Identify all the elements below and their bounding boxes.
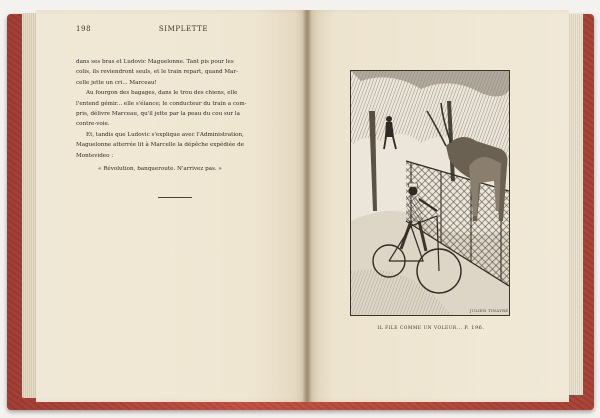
artist-signature: JULIEN TINAYRE	[470, 308, 509, 313]
engraving-illustration	[350, 70, 510, 316]
text-line: celle jette un cri... Marceau!	[76, 79, 157, 86]
text-line: Et, tandis que Ludovic s'explique avec l'Administration,	[86, 131, 244, 138]
illustration-caption	[352, 325, 510, 331]
running-title: SIMPLETTE	[158, 25, 209, 33]
running-head	[76, 25, 291, 37]
chapter-end-rule	[158, 197, 192, 198]
text-line: Au fourgon des bagages, dans le trou des chiens, elle	[86, 90, 238, 97]
caption-text: IL FILE COMME UN VOLEUR...	[377, 326, 465, 331]
text-line: Maguelonne atterrée lit à Marcelle la dépêche expédiée de	[76, 142, 244, 149]
text-line: contre-voie.	[76, 121, 110, 128]
text-line: Montevideo :	[76, 152, 114, 159]
text-line: l'entend gémir... elle s'élance; le conducteur du train a com-	[76, 100, 247, 107]
caption-page-ref: P. 196.	[464, 325, 485, 331]
page-number: 198	[76, 25, 92, 33]
body-text	[76, 57, 274, 174]
text-line: colis, ils reviendront seuls, et le train repart, quand Mar-	[76, 69, 238, 76]
book-gutter	[303, 10, 311, 402]
text-line: pris, délivre Marceau, qu'il jette par la peau du cou sur la	[76, 111, 241, 118]
quote-line: « Révolution, banqueroute. N'arrivez pas. »	[98, 166, 222, 173]
text-line: dans ses bras et Ludovic Maguelonne. Tant pis pour les	[76, 59, 234, 65]
